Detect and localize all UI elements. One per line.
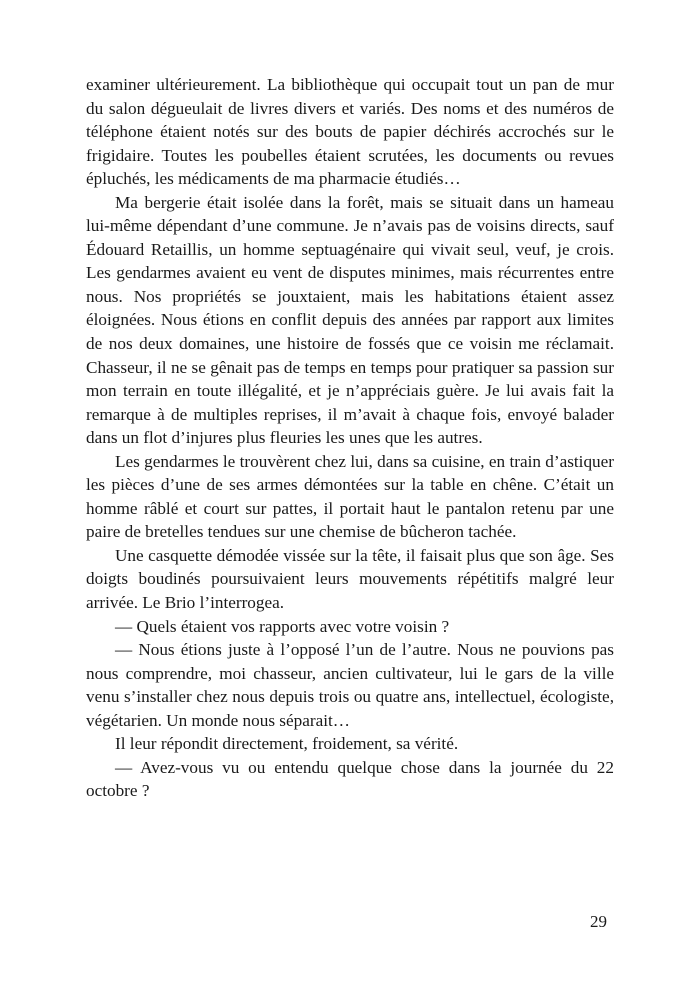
paragraph-casquette: Une casquette démodée vissée sur la tête, il faisait plus que son âge. Ses doigts boudinés poursuivaient leurs mouvements répétitifs malgré leur arrivée. Le Brio l’interrogea. bbox=[86, 545, 614, 613]
dialogue-answer-opposes: — Nous étions juste à l’opposé l’un de l’autre. Nous ne pouvions pas nous comprendre, moi chasseur, ancien cultivateur, lui le gars de la ville venu s’installer chez nous depuis trois ou quatre ans, intellectuel, écologiste, végétarien. Un monde nous séparait… bbox=[86, 640, 614, 730]
paragraph-gendarmes: Les gendarmes le trouvèrent chez lui, dans sa cuisine, en train d’astiquer les pièces d’une de ses armes démontées sur la table en chêne. C’était un homme râblé et court sur pattes, il portait haut le pantalon retenu par une paire de bretelles tendues sur une chemise de bûcheron tachée. bbox=[86, 451, 614, 542]
dialogue-question-22-octobre: — Avez-vous vu ou entendu quelque chose dans la journée du 22 octobre ? bbox=[86, 757, 614, 801]
paragraph-continuation: examiner ultérieurement. La bibliothèque qui occupait tout un pan de mur du salon dégueulait de livres divers et variés. Des noms et des numéros de téléphone étaient notés sur des bouts de papier déchirés accrochés sur le frigidaire. Toutes les poubelles étaient scrutées, les documents ou revues épluchés, les médicaments de ma pharmacie étudiés… bbox=[86, 75, 614, 189]
body-text bbox=[86, 73, 614, 803]
paragraph-bergerie: Ma bergerie était isolée dans la forêt, mais se situait dans un hameau lui-même dépendant d’une commune. Je n’avais pas de voisins directs, sauf Édouard Retaillis, un homme septuagénaire qui vivait seul, veuf, je crois. Les gendarmes avaient eu vent de disputes minimes, mais récurrentes entre nous. Nos propriétés se jouxtaient, mais les habitations étaient assez éloignées. Nous étions en conflit depuis des années par rapport aux limites de nos deux domaines, une histoire de fossés que ce voisin me réclamait. Chasseur, il ne se gênait pas de temps en temps pour pratiquer sa passion sur mon terrain en toute illégalité, et je n’appréciais guère. Je lui avais fait la remarque à de multiples reprises, il m’avait à chaque fois, envoyé balader dans un flot d’injures plus fleuries les unes que les autres. bbox=[86, 192, 614, 448]
paragraph-repondit: Il leur répondit directement, froidement, sa vérité. bbox=[115, 734, 459, 754]
dialogue-question-rapports: — Quels étaient vos rapports avec votre voisin ? bbox=[115, 616, 450, 636]
page-number: 29 bbox=[590, 912, 607, 931]
